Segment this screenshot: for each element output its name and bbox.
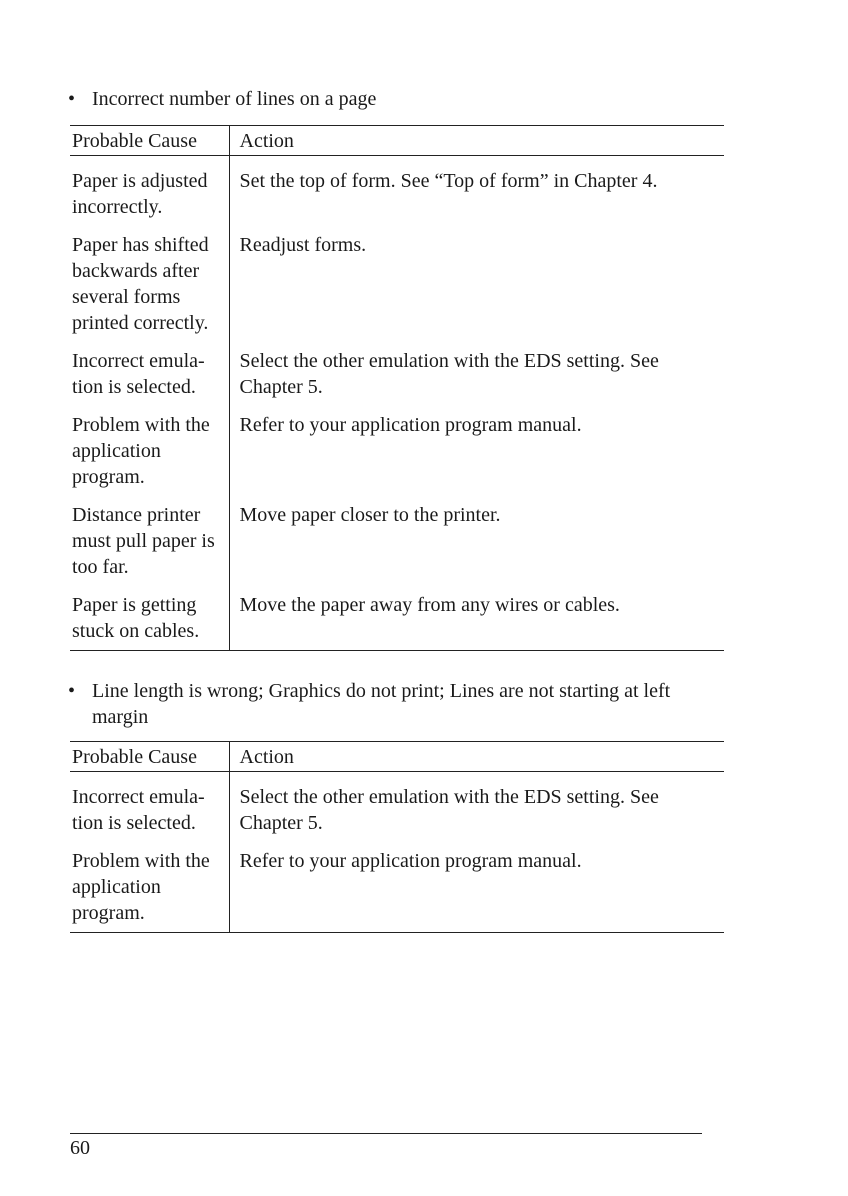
section-heading-line-length: [68, 678, 728, 730]
table-row: [70, 592, 724, 651]
cause-cell: Problem with the application program.: [70, 412, 229, 502]
table-header-row: [70, 742, 724, 772]
action-cell: Select the other emulation with the EDS setting. See Chapter 5.: [239, 350, 659, 398]
table-row: [70, 772, 724, 849]
table-row: [70, 348, 724, 412]
cause-cell: Paper is adjusted incorrectly.: [70, 156, 229, 233]
cause-cell: Problem with the application program.: [70, 848, 229, 933]
table-header-row: [70, 126, 724, 156]
action-cell: Refer to your application program manual.: [229, 848, 724, 933]
cause-cell: Incorrect emula- tion is selected.: [70, 348, 229, 412]
table-row: [70, 502, 724, 592]
bullet-icon: •: [68, 88, 76, 110]
cause-cell: Distance printer must pull paper is too far.: [70, 502, 229, 592]
cause-cell: Paper has shifted backwards after several forms printed correctly.: [70, 232, 229, 348]
action-cell: Set the top of form. See “Top of form” in Chapter 4.: [239, 170, 658, 192]
cause-cell: Paper is getting stuck on cables.: [70, 592, 229, 651]
section-heading-text: Incorrect number of lines on a page: [92, 88, 377, 110]
action-cell: Refer to your application program manual.: [239, 414, 582, 436]
section-heading-lines-per-page: [68, 86, 728, 112]
action-cell: Move the paper away from any wires or cables.: [229, 592, 724, 651]
table-row: [70, 232, 724, 348]
table-row: [70, 156, 724, 233]
action-cell: Readjust forms.: [239, 234, 367, 256]
troubleshooting-table-line-length: [70, 741, 724, 933]
cause-cell: Incorrect emula- tion is selected.: [70, 772, 229, 849]
action-cell: Select the other emulation with the EDS setting. See Chapter 5.: [239, 786, 659, 834]
bullet-icon: •: [68, 680, 76, 702]
header-probable-cause: Probable Cause: [70, 742, 229, 772]
footer-divider: [70, 1133, 702, 1134]
troubleshooting-table-lines-per-page: [70, 125, 724, 651]
header-action: Action: [229, 126, 724, 156]
section-heading-text: Line length is wrong; Graphics do not print; Lines are not starting at left margin: [92, 680, 671, 728]
header-probable-cause: Probable Cause: [70, 126, 229, 156]
page-number: 60: [70, 1137, 90, 1159]
table-row: [70, 848, 724, 933]
header-action: Action: [229, 742, 724, 772]
action-cell: Move paper closer to the printer.: [239, 504, 501, 526]
table-row: [70, 412, 724, 502]
